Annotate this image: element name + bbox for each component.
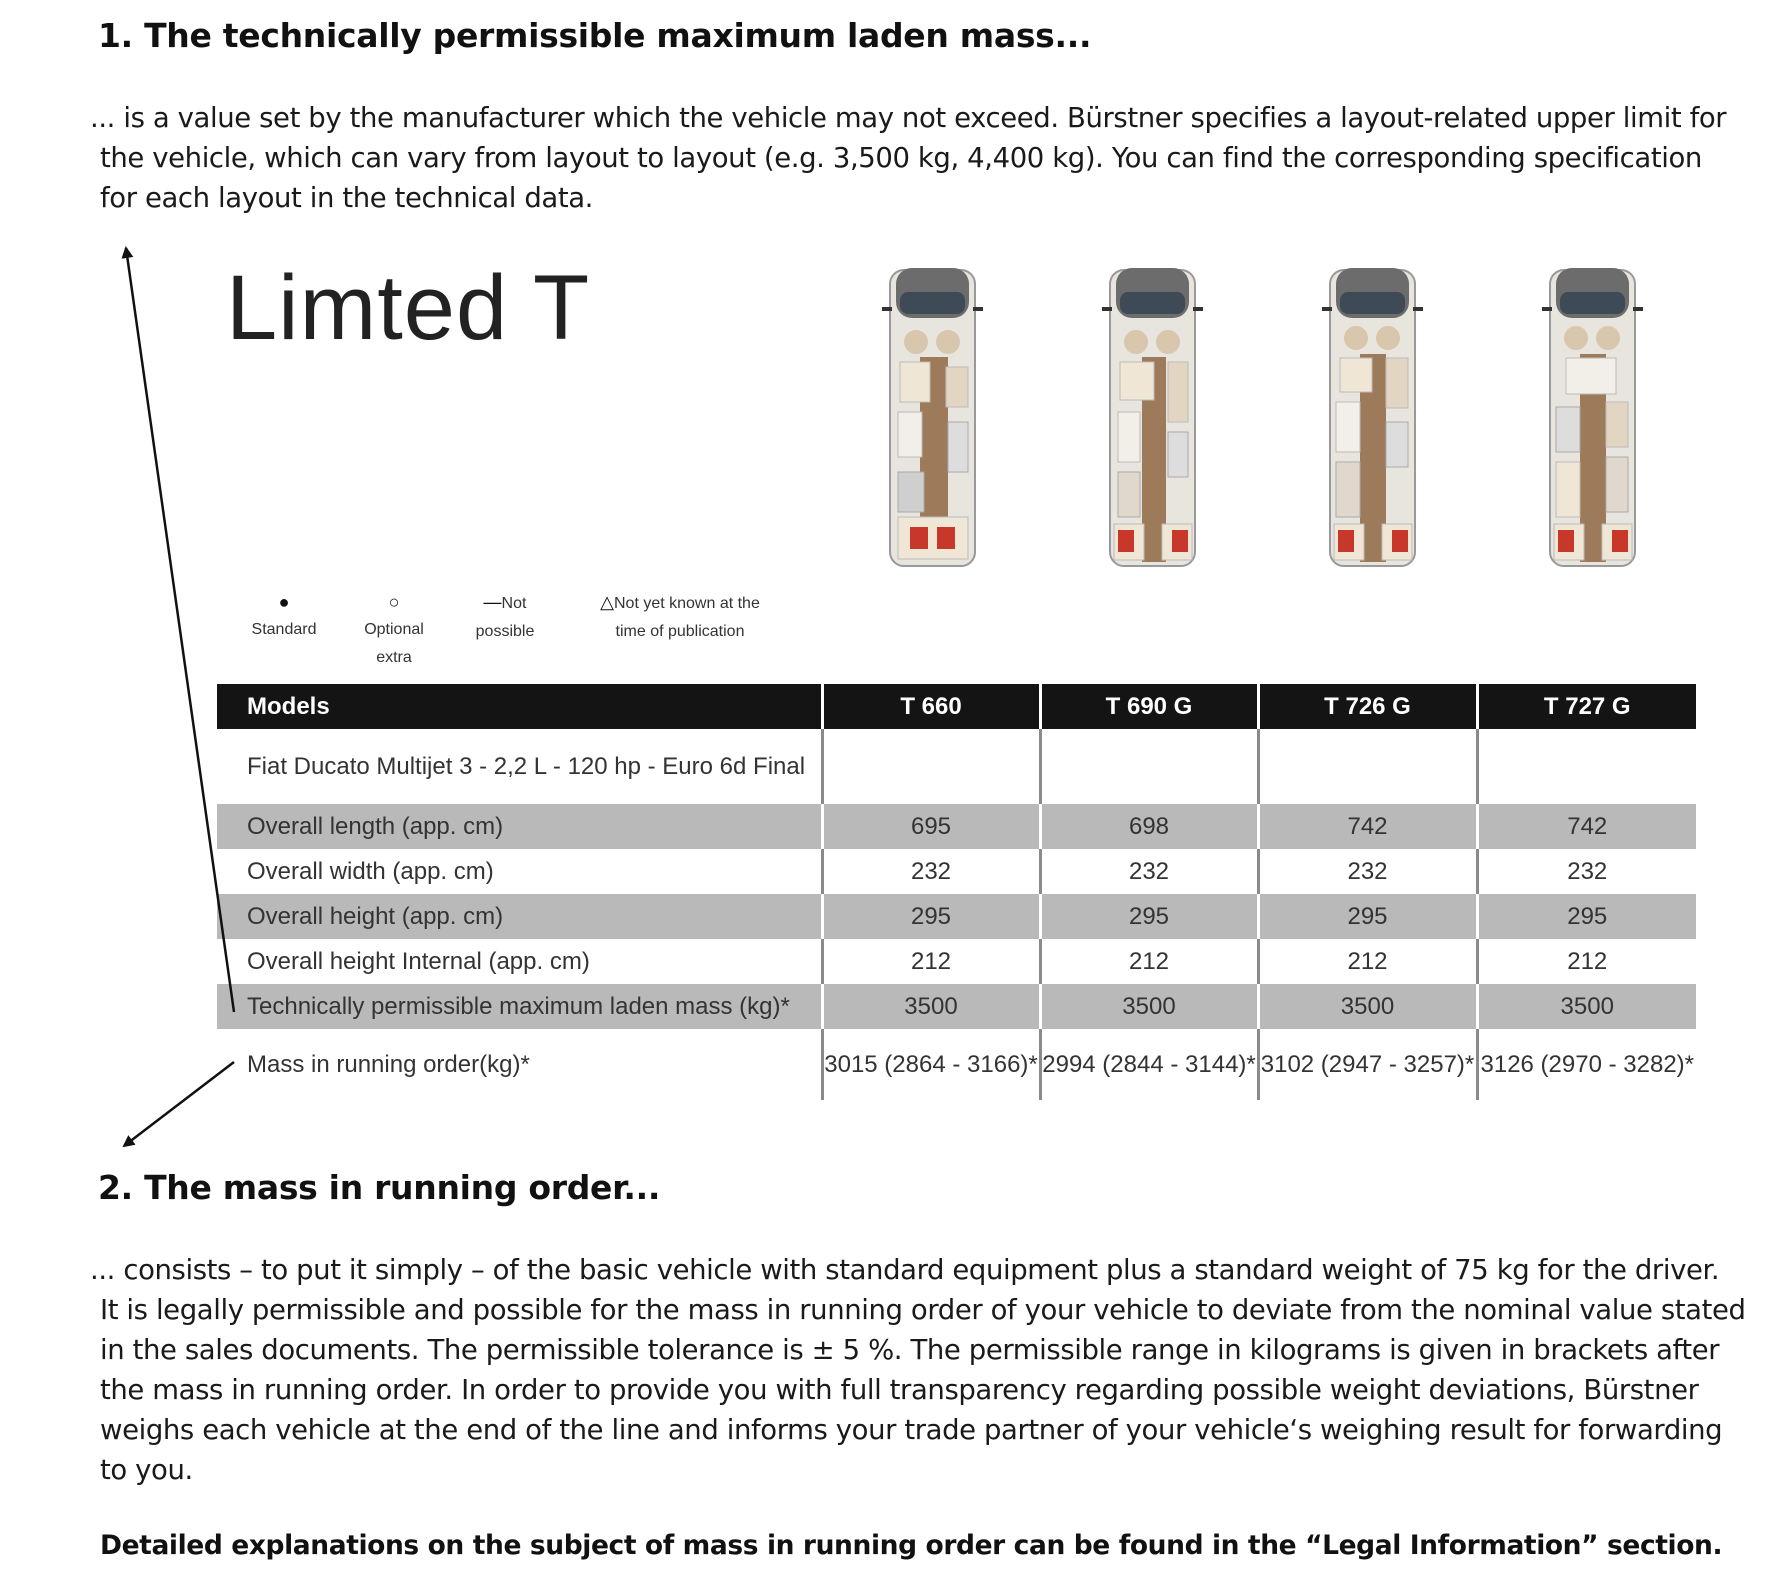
hollow-dot-icon: ○	[388, 592, 400, 612]
table-cell: 695	[822, 804, 1040, 849]
table-cell: 742	[1258, 804, 1477, 849]
arrow-to-section2-icon	[124, 1062, 234, 1146]
table-cell: 3500	[1477, 984, 1696, 1029]
filled-dot-icon: ●	[278, 592, 290, 612]
section2-line: It is legally permissible and possible for the mass in running order of your vehicle to deviate from the nominal value stated	[100, 1294, 1746, 1326]
legend-label: extra	[376, 649, 412, 666]
row-label: Technically permissible maximum laden mass (kg)*	[217, 984, 822, 1029]
section2-paragraph	[90, 1250, 1746, 1490]
dash-icon: —	[483, 592, 502, 612]
table-cell: 698	[1040, 804, 1258, 849]
table-header-cell: T 727 G	[1477, 684, 1696, 729]
legend-label: Standard	[251, 621, 317, 638]
legend-label: Optional	[364, 621, 424, 638]
table-cell: 232	[1477, 849, 1696, 894]
table-cell: 3500	[1040, 984, 1258, 1029]
table-cell: 232	[822, 849, 1040, 894]
legend-label: time of publication	[615, 623, 745, 640]
table-cell: 3126 (2970 - 3282)*	[1477, 1029, 1696, 1100]
section1-line: ... is a value set by the manufacturer which the vehicle may not exceed. Bürstner specifies a layout-related upper limit for	[90, 102, 1727, 134]
table-cell: 295	[822, 894, 1040, 939]
table-cell: 295	[1040, 894, 1258, 939]
table-cell: 212	[1258, 939, 1477, 984]
legend-label: Not yet known at the	[613, 595, 760, 612]
table-cell: 232	[1040, 849, 1258, 894]
table-cell: 3015 (2864 - 3166)*	[822, 1029, 1040, 1100]
section2-line: in the sales documents. The permissible tolerance is ± 5 %. The permissible range in kilograms is given in brackets after	[100, 1334, 1720, 1366]
table-header-cell: T 660	[822, 684, 1040, 729]
table-cell: 3500	[822, 984, 1040, 1029]
table-header-cell: T 690 G	[1040, 684, 1258, 729]
section2-line: ... consists – to put it simply – of the basic vehicle with standard equipment plus a standard weight of 75 kg for the driver.	[90, 1254, 1720, 1286]
section1-heading: 1. The technically permissible maximum laden mass...	[98, 16, 1092, 55]
table-cell: 2994 (2844 - 3144)*	[1040, 1029, 1258, 1100]
table-cell: 295	[1477, 894, 1696, 939]
table-cell: 212	[1040, 939, 1258, 984]
row-label: Overall height Internal (app. cm)	[247, 947, 590, 975]
section1-line: for each layout in the technical data.	[100, 182, 593, 214]
section2-line: weighs each vehicle at the end of the line and informs your trade partner of your vehicle‘s weighing result for forwarding	[100, 1414, 1723, 1446]
legend-label: Not	[501, 595, 527, 612]
section2-heading: 2. The mass in running order...	[98, 1168, 661, 1207]
arrow-to-section1-icon	[126, 248, 234, 1012]
table-cell: 232	[1258, 849, 1477, 894]
legal-info-note: Detailed explanations on the subject of mass in running order can be found in the “Legal Information” section.	[100, 1530, 1723, 1561]
row-label: Overall height (app. cm)	[217, 894, 822, 939]
table-cell: 212	[1477, 939, 1696, 984]
brochure-title: Limted T	[226, 257, 591, 359]
table-header-cell: T 726 G	[1258, 684, 1477, 729]
table-cell: 295	[1258, 894, 1477, 939]
table-cell: 212	[822, 939, 1040, 984]
section1-line: the vehicle, which can vary from layout to layout (e.g. 3,500 kg, 4,400 kg). You can find the corresponding specification	[100, 142, 1702, 174]
triangle-icon: △	[600, 592, 614, 612]
table-cell: 3500	[1258, 984, 1477, 1029]
section2-line: to you.	[100, 1454, 193, 1486]
table-header-cell: Models	[217, 684, 822, 729]
row-label: Fiat Ducato Multijet 3 - 2,2 L - 120 hp - Euro 6d Final	[247, 752, 806, 780]
row-label: Mass in running order(kg)*	[247, 1050, 530, 1078]
row-label: Overall width (app. cm)	[247, 857, 494, 885]
table-cell: 742	[1477, 804, 1696, 849]
legend-label: possible	[475, 623, 535, 640]
section2-line: the mass in running order. In order to provide you with full transparency regarding possible weight deviations, Bürstner	[100, 1374, 1699, 1406]
table-cell: 3102 (2947 - 3257)*	[1258, 1029, 1477, 1100]
row-label: Overall length (app. cm)	[217, 804, 822, 849]
